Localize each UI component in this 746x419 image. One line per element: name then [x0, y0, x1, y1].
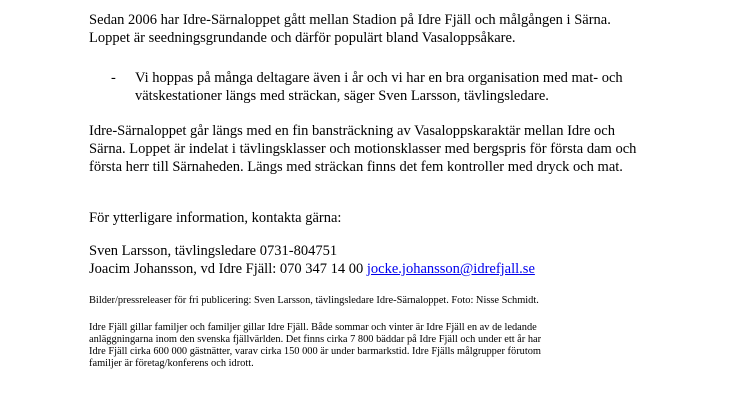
intro-line-2: Loppet är seedningsgrundande och därför populärt bland Vasaloppsåkare.: [89, 30, 516, 46]
route-line-2: Särna. Loppet är indelat i tävlingsklasser och motionsklasser med bergspris för första dam och: [89, 141, 637, 157]
contact-list: [89, 242, 535, 278]
email-link[interactable]: jocke.johansson@idrefjall.se: [366, 261, 535, 277]
route-line-3: första herr till Särnaheden. Längs med sträckan finns det fem kontroller med dryck och mat.: [89, 159, 623, 175]
intro-paragraph: [89, 11, 611, 47]
photo-credit-text: Bilder/pressreleaser för fri publicering: Sven Larsson, tävlingsledare Idre-Särnaloppet. Foto: Nisse Schmidt.: [89, 295, 539, 306]
boilerplate-line-2: anläggningarna inom den svenska fjällvärlden. Det finns cirka 7 800 bäddar på Idre Fjäll och under ett år har: [89, 334, 542, 345]
contact-section: [89, 209, 341, 227]
quote-line-1: Vi hoppas på många deltagare även i år och vi har en bra organisation med mat- och: [135, 70, 623, 86]
boilerplate-line-3: Idre Fjäll cirka 600 000 gästnätter, varav cirka 150 000 är under barmarkstid. Idre Fjälls målgrupper förutom: [89, 346, 542, 357]
route-paragraph: [89, 122, 636, 176]
photo-credit: [89, 295, 539, 307]
quote-bullet: [89, 69, 623, 105]
contact-intro: För ytterligare information, kontakta gärna:: [89, 210, 342, 226]
bullet-dash: -: [111, 70, 116, 86]
quote-line-2: vätskestationer längs med sträckan, säger Sven Larsson, tävlingsledare.: [135, 88, 549, 104]
intro-line-1: Sedan 2006 har Idre-Särnaloppet gått mellan Stadion på Idre Fjäll och målgången i Särna.: [89, 12, 611, 28]
company-boilerplate: [89, 322, 541, 370]
boilerplate-line-1: Idre Fjäll gillar familjer och familjer gillar Idre Fjäll. Både sommar och vinter är Idre Fjäll en av de ledande: [89, 322, 537, 333]
route-line-1: Idre-Särnaloppet går längs med en fin bansträckning av Vasaloppskaraktär mellan Idre och: [89, 123, 615, 139]
contact-person-1: Sven Larsson, tävlingsledare 0731-804751: [89, 243, 338, 259]
boilerplate-line-4: familjer är företag/konferens och idrott.: [89, 358, 254, 369]
contact-person-2-text: Joacim Johansson, vd Idre Fjäll: 070 347 14 00: [89, 261, 364, 277]
contact-person-2: [89, 260, 535, 278]
